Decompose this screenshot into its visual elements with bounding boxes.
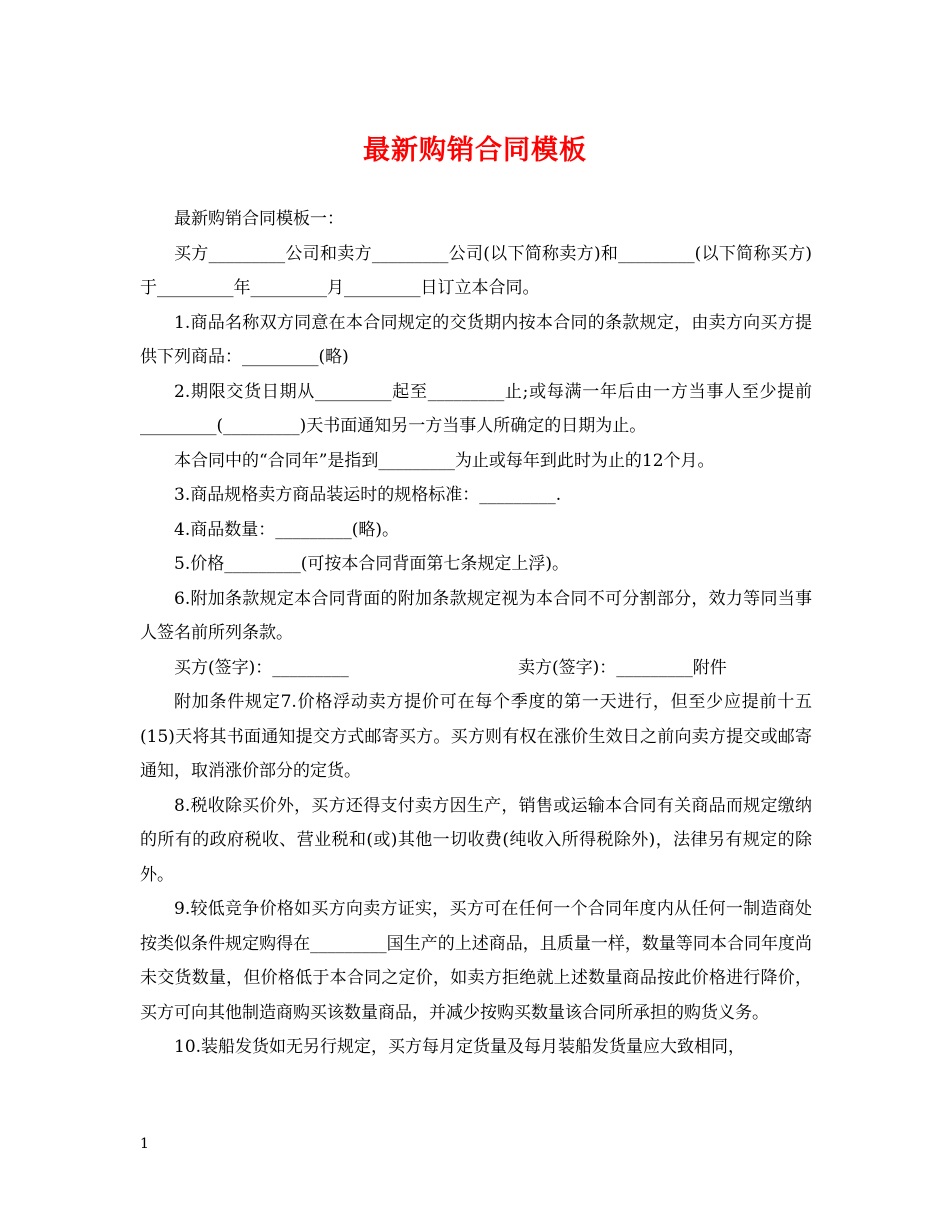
paragraph-clause-2: 2.期限交货日期从_________起至_________止;或每满一年后由一方当事人至少提前_________(_________)天书面通知另一方当事人所确定的日期为止。: [140, 381, 812, 436]
seller-signature: 卖方(签字)：_________附件: [518, 657, 727, 678]
paragraph-clause-4: 4.商品数量：_________(略)。: [174, 519, 399, 540]
document-title: 最新购销合同模板: [363, 135, 587, 166]
paragraph-clause-10: 10.装船发货如无另行规定，买方每月定货量及每月装船发货量应大致相同，: [174, 1037, 746, 1057]
paragraph-intro: 最新购销合同模板一：: [174, 209, 344, 229]
buyer-signature: 买方(签字)：_________: [174, 657, 349, 678]
paragraph-clause-8: 8.税收除买价外，买方还得支付卖方因生产，销售或运输本合同有关商品而规定缴纳的所有的政府税收、营业税和(或)其他一切收费(纯收入所得税除外)，法律另有规定的除外。: [140, 795, 812, 885]
signature-row: [140, 651, 812, 686]
paragraph-clause-9: 9.较低竞争价格如买方向卖方证实，买方可在任何一个合同年度内从任何一制造商处按类似条件规定购得在_________国生产的上述商品，且质量一样，数量等同本合同年度尚未交货数量，但价格低于本合同之定价，如卖方拒绝就上述数量商品按此价格进行降价，买方可向其他制造商购买该数量商品，并减少按购买数量该合同所承担的购货义务。: [140, 899, 812, 1023]
paragraph-clause-1: 1.商品名称双方同意在本合同规定的交货期内按本合同的条款规定，由卖方向买方提供下列商品：_________(略): [140, 312, 812, 367]
paragraph-clause-6: 6.附加条款规定本合同背面的附加条款规定视为本合同不可分割部分，效力等同当事人签名前所列条款。: [140, 588, 812, 643]
paragraph-clause-7: 附加条件规定7.价格浮动卖方提价可在每个季度的第一天进行，但至少应提前十五(15)天将其书面通知提交方式邮寄买方。买方则有权在涨价生效日之前向卖方提交或邮寄通知，取消涨价部分的定货。: [140, 692, 812, 781]
page-number: 1: [140, 1136, 149, 1152]
paragraph-contract-year: 本合同中的“合同年”是指到_________为止或每年到此时为止的12个月。: [174, 450, 715, 471]
paragraph-parties: 买方_________公司和卖方_________公司(以下简称卖方)和_________(以下简称买方)于_________年_________月_________日订立本合同。: [140, 243, 812, 298]
paragraph-clause-3: 3.商品规格卖方商品装运时的规格标准：_________.: [174, 485, 562, 505]
document-body: [140, 202, 812, 1065]
paragraph-clause-5: 5.价格_________(可按本合同背面第七条规定上浮)。: [174, 554, 569, 574]
